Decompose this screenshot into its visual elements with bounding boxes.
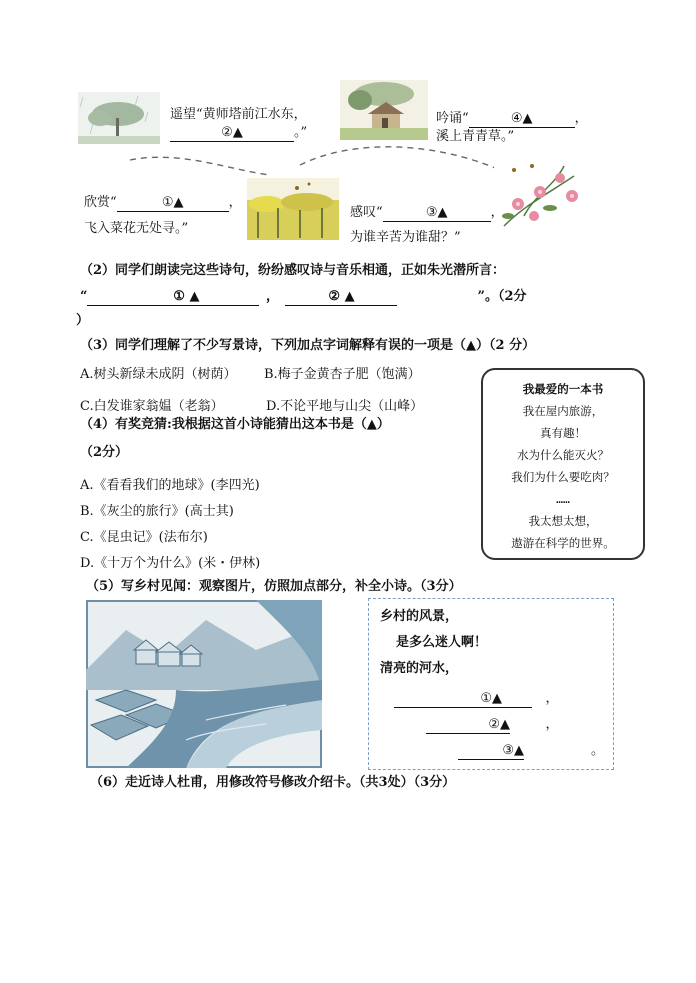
answer-blank-1[interactable]: ①▲ <box>117 195 229 212</box>
flower-bee-picture <box>494 156 586 230</box>
stop1-poem-b: 飞入菜花无处寻。” <box>84 221 189 236</box>
stop2-poem-a: 遥望“黄师塔前江水东， <box>170 107 307 122</box>
village-river-picture <box>86 600 322 768</box>
q2-blank-2[interactable]: ② ▲ <box>285 289 397 306</box>
card-line: …… <box>556 492 570 506</box>
q4-option-c[interactable]: C.《昆虫记》(法布尔) <box>80 530 208 545</box>
stop4-poem-a: 吟诵“ ④▲ ， <box>436 111 588 126</box>
cottage-picture <box>340 80 428 140</box>
rain-tree-picture <box>78 92 160 144</box>
q4-option-d[interactable]: D.《十万个为什么》(米・伊林) <box>80 556 261 571</box>
poem-line-4: ①▲ ， <box>394 690 572 708</box>
card-line: 我太想太想， <box>528 514 598 528</box>
rapeseed-field-picture <box>247 178 339 240</box>
stop2-poem-b: ②▲ 。” <box>170 124 307 142</box>
q3-option-a[interactable]: A.树头新绿未成阴（树荫） <box>80 367 237 382</box>
card-line: 我在屋内旅游， <box>522 404 604 418</box>
poem-line-6: ③▲ 。 <box>458 742 604 760</box>
answer-blank-2[interactable]: ②▲ <box>170 125 294 142</box>
poem-line-2: 是多么迷人啊！ <box>396 635 488 650</box>
poem-blank-1[interactable]: ①▲ <box>394 691 532 708</box>
stop3-poem-a: 感叹“ ③▲ ， <box>350 205 504 220</box>
stop4-poem-b: 溪上青青草。” <box>436 129 515 144</box>
q3-prompt: （3）同学们理解了不少写景诗，下列加点字词解释有误的一项是（▲）（2 分） <box>80 338 536 353</box>
q3-option-d[interactable]: D.不论平地与山尖（山峰） <box>266 399 424 414</box>
q6-prompt: （6）走近诗人杜甫，用修改符号修改介绍卡。（共3处）（3分） <box>90 775 456 790</box>
card-line: 我们为什么要吃肉？ <box>511 470 615 484</box>
q5-prompt: （5）写乡村见闻：观察图片，仿照加点部分，补全小诗。（3分） <box>86 579 462 594</box>
card-line: 水为什么能灭火？ <box>517 448 609 462</box>
q3-option-c[interactable]: C.白发谁家翁媪（老翁） <box>80 399 224 414</box>
q2-wrap: ） <box>76 313 90 328</box>
q4-prompt: （4）有奖竞猜:我根据这首小诗能猜出这本书是（▲） <box>80 417 390 432</box>
card-line: 遨游在科学的世界。 <box>511 536 615 550</box>
poem-line-1: 乡村的风景， <box>380 609 459 624</box>
poem-blank-3[interactable]: ③▲ <box>458 743 524 760</box>
q4-option-a[interactable]: A.《看看我们的地球》(李四光) <box>80 478 260 493</box>
q2-prompt: （2）同学们朗读完这些诗句，纷纷感叹诗与音乐相通，正如朱光潜所言： <box>80 263 506 278</box>
q2-blank-1[interactable]: ① ▲ <box>87 289 259 306</box>
answer-blank-3[interactable]: ③▲ <box>383 205 491 222</box>
q3-option-b[interactable]: B.梅子金黄杏子肥（饱满） <box>264 367 421 382</box>
q4-score: （2分） <box>80 445 129 460</box>
favorite-book-card <box>481 368 645 560</box>
stop3-poem-b: 为谁辛苦为谁甜？” <box>350 230 461 245</box>
card-title: 我最爱的一本书 <box>522 382 604 396</box>
card-line: 真有趣！ <box>540 426 586 440</box>
stop1-poem-a: 欣赏“ ①▲ ， <box>84 195 242 210</box>
poem-blank-2[interactable]: ②▲ <box>426 717 510 734</box>
answer-blank-4[interactable]: ④▲ <box>469 111 575 128</box>
q2-answer-line: “ ① ▲ ， ② ▲ ”。（2分 <box>80 289 527 304</box>
poem-line-5: ②▲ ， <box>426 716 594 734</box>
q4-option-b[interactable]: B.《灰尘的旅行》(高士其) <box>80 504 234 519</box>
poem-line-3: 清亮的河水， <box>380 661 459 676</box>
